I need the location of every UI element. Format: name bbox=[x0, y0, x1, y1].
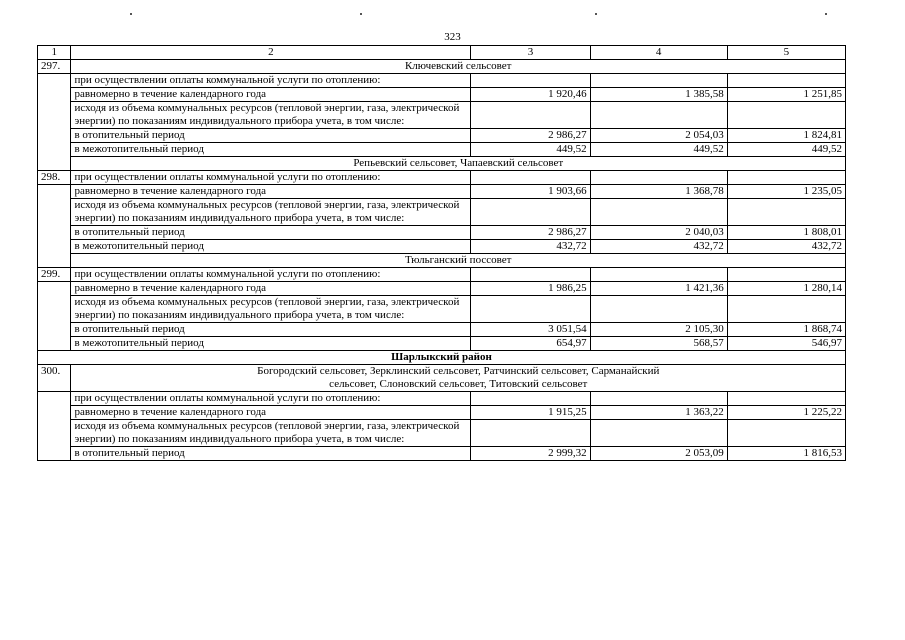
value-cell: 2 053,09 bbox=[590, 447, 727, 461]
empty-cell bbox=[471, 199, 590, 226]
empty-cell bbox=[590, 420, 727, 447]
row-number: 300. bbox=[38, 365, 71, 392]
value-cell: 2 105,30 bbox=[590, 323, 727, 337]
empty-cell bbox=[590, 102, 727, 129]
value-cell: 2 040,03 bbox=[590, 226, 727, 240]
row-label: при осуществлении оплаты коммунальной услуги по отоплению: bbox=[71, 392, 471, 406]
empty-cell bbox=[471, 420, 590, 447]
value-cell: 1 363,22 bbox=[590, 406, 727, 420]
row-number: 298. bbox=[38, 171, 71, 185]
table-row bbox=[38, 129, 846, 143]
empty-cell bbox=[727, 392, 845, 406]
value-cell: 2 999,32 bbox=[471, 447, 590, 461]
row-number: 297. bbox=[38, 60, 71, 74]
value-cell: 1 251,85 bbox=[727, 88, 845, 102]
row-label: в межотопительный период bbox=[71, 337, 471, 351]
row-label: равномерно в течение календарного года bbox=[71, 282, 471, 296]
table-row bbox=[38, 171, 846, 185]
table-row bbox=[38, 420, 846, 447]
value-cell: 1 915,25 bbox=[471, 406, 590, 420]
table-row bbox=[38, 254, 846, 268]
row-label: исходя из объема коммунальных ресурсов (тепловой энергии, газа, электрической энергии) по показаниям индивидуального прибора учета, в том числе: bbox=[71, 199, 471, 226]
settlement-title: Ключевский сельсовет bbox=[71, 60, 846, 74]
row-label: в межотопительный период bbox=[71, 240, 471, 254]
empty-cell bbox=[727, 171, 845, 185]
value-cell: 432,72 bbox=[590, 240, 727, 254]
column-header: 2 bbox=[71, 46, 471, 60]
row-label: при осуществлении оплаты коммунальной услуги по отоплению: bbox=[71, 268, 471, 282]
district-title: Шарлыкский район bbox=[38, 351, 846, 365]
empty-cell bbox=[727, 420, 845, 447]
empty-cell bbox=[38, 74, 71, 171]
column-header: 4 bbox=[590, 46, 727, 60]
table-row bbox=[38, 282, 846, 296]
table-row bbox=[38, 392, 846, 406]
row-label: при осуществлении оплаты коммунальной услуги по отоплению: bbox=[71, 74, 471, 88]
empty-cell bbox=[727, 296, 845, 323]
row-label: исходя из объема коммунальных ресурсов (тепловой энергии, газа, электрической энергии) по показаниям индивидуального прибора учета, в том числе: bbox=[71, 420, 471, 447]
table-row bbox=[38, 185, 846, 199]
empty-cell bbox=[590, 171, 727, 185]
row-label: в отопительный период bbox=[71, 129, 471, 143]
table-row bbox=[38, 323, 846, 337]
value-cell: 546,97 bbox=[727, 337, 845, 351]
table-row bbox=[38, 88, 846, 102]
table-row bbox=[38, 365, 846, 392]
row-label: в межотопительный период bbox=[71, 143, 471, 157]
empty-cell bbox=[471, 74, 590, 88]
empty-cell bbox=[727, 102, 845, 129]
value-cell: 1 920,46 bbox=[471, 88, 590, 102]
page-number: 323 bbox=[444, 31, 461, 43]
table-row bbox=[38, 296, 846, 323]
row-label: исходя из объема коммунальных ресурсов (тепловой энергии, газа, электрической энергии) по показаниям индивидуального прибора учета, в том числе: bbox=[71, 102, 471, 129]
empty-cell bbox=[590, 199, 727, 226]
value-cell: 1 368,78 bbox=[590, 185, 727, 199]
value-cell: 1 280,14 bbox=[727, 282, 845, 296]
empty-cell bbox=[590, 74, 727, 88]
table-row bbox=[38, 60, 846, 74]
settlement-title: Богородский сельсовет, Зерклинский сельсовет, Ратчинский сельсовет, Сарманайский сельсовет, Слоновский сельсовет, Титовский сельсовет bbox=[71, 365, 846, 392]
empty-cell bbox=[471, 392, 590, 406]
empty-cell bbox=[471, 171, 590, 185]
table-row bbox=[38, 351, 846, 365]
value-cell: 654,97 bbox=[471, 337, 590, 351]
settlement-title: Репьевский сельсовет, Чапаевский сельсовет bbox=[71, 157, 846, 171]
table-row bbox=[38, 199, 846, 226]
value-cell: 3 051,54 bbox=[471, 323, 590, 337]
value-cell: 1 816,53 bbox=[727, 447, 845, 461]
value-cell: 1 808,01 bbox=[727, 226, 845, 240]
scan-dot bbox=[595, 13, 597, 15]
scan-dot bbox=[130, 13, 132, 15]
value-cell: 1 225,22 bbox=[727, 406, 845, 420]
value-cell: 432,72 bbox=[471, 240, 590, 254]
empty-cell bbox=[727, 268, 845, 282]
table-row bbox=[38, 447, 846, 461]
row-label: равномерно в течение календарного года bbox=[71, 88, 471, 102]
table-row bbox=[38, 143, 846, 157]
value-cell: 432,72 bbox=[727, 240, 845, 254]
row-label: в отопительный период bbox=[71, 323, 471, 337]
value-cell: 1 421,36 bbox=[590, 282, 727, 296]
value-cell: 568,57 bbox=[590, 337, 727, 351]
value-cell: 2 054,03 bbox=[590, 129, 727, 143]
table-row bbox=[38, 157, 846, 171]
row-label: в отопительный период bbox=[71, 226, 471, 240]
empty-cell bbox=[590, 392, 727, 406]
table-row bbox=[38, 406, 846, 420]
value-cell: 1 868,74 bbox=[727, 323, 845, 337]
empty-cell bbox=[471, 102, 590, 129]
row-label: исходя из объема коммунальных ресурсов (тепловой энергии, газа, электрической энергии) по показаниям индивидуального прибора учета, в том числе: bbox=[71, 296, 471, 323]
scan-dot bbox=[360, 13, 362, 15]
empty-cell bbox=[727, 74, 845, 88]
table-row bbox=[38, 337, 846, 351]
value-cell: 2 986,27 bbox=[471, 129, 590, 143]
empty-cell bbox=[471, 296, 590, 323]
empty-cell bbox=[727, 199, 845, 226]
value-cell: 449,52 bbox=[471, 143, 590, 157]
empty-cell bbox=[590, 296, 727, 323]
empty-cell bbox=[38, 185, 71, 268]
value-cell: 1 385,58 bbox=[590, 88, 727, 102]
column-numbers-row bbox=[38, 46, 846, 60]
value-cell: 449,52 bbox=[590, 143, 727, 157]
value-cell: 1 903,66 bbox=[471, 185, 590, 199]
row-label: равномерно в течение календарного года bbox=[71, 406, 471, 420]
table-row bbox=[38, 240, 846, 254]
scan-dot bbox=[825, 13, 827, 15]
value-cell: 1 824,81 bbox=[727, 129, 845, 143]
value-cell: 2 986,27 bbox=[471, 226, 590, 240]
row-label: в отопительный период bbox=[71, 447, 471, 461]
column-header: 1 bbox=[38, 46, 71, 60]
table-row bbox=[38, 226, 846, 240]
column-header: 5 bbox=[727, 46, 845, 60]
row-number: 299. bbox=[38, 268, 71, 282]
value-cell: 449,52 bbox=[727, 143, 845, 157]
row-label: равномерно в течение календарного года bbox=[71, 185, 471, 199]
value-cell: 1 235,05 bbox=[727, 185, 845, 199]
settlement-title: Тюльганский поссовет bbox=[71, 254, 846, 268]
empty-cell bbox=[38, 282, 71, 351]
tariff-table bbox=[37, 45, 846, 461]
row-label: при осуществлении оплаты коммунальной услуги по отоплению: bbox=[71, 171, 471, 185]
empty-cell bbox=[471, 268, 590, 282]
table-row bbox=[38, 102, 846, 129]
table-row bbox=[38, 268, 846, 282]
empty-cell bbox=[590, 268, 727, 282]
table-row bbox=[38, 74, 846, 88]
value-cell: 1 986,25 bbox=[471, 282, 590, 296]
empty-cell bbox=[38, 392, 71, 461]
column-header: 3 bbox=[471, 46, 590, 60]
